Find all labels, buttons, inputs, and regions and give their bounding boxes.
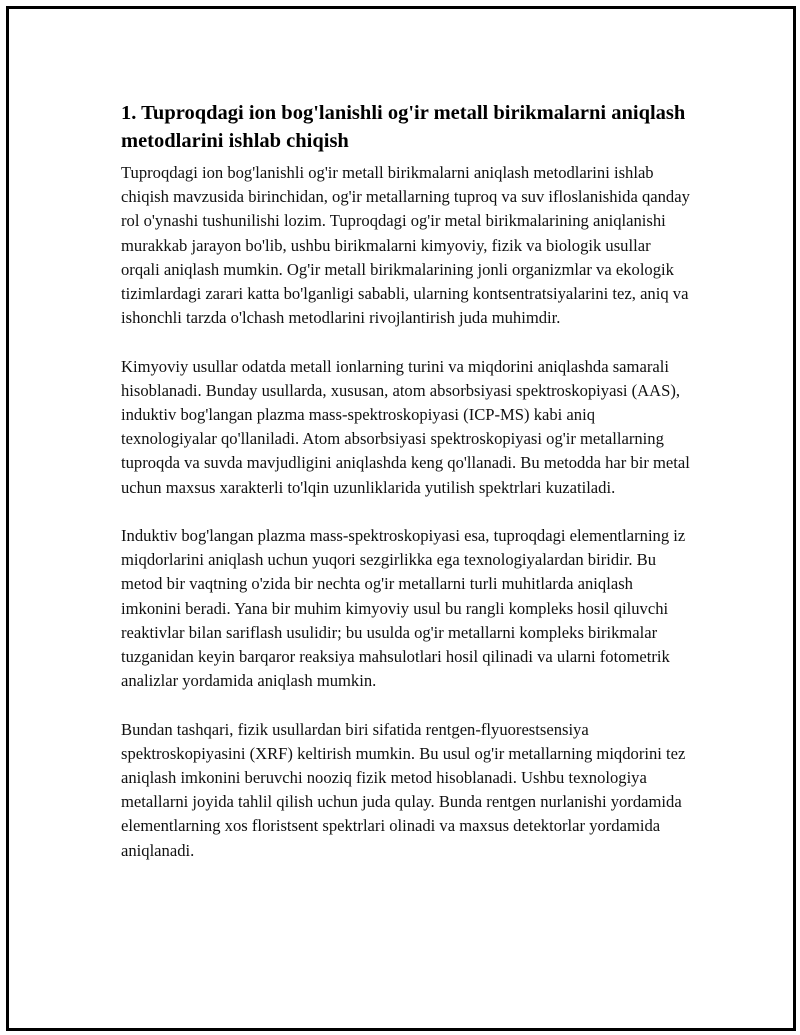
- paragraph-3: Induktiv bog'langan plazma mass-spektroskopiyasi esa, tuproqdagi elementlarning iz miqdorlarini aniqlash uchun yuqori sezgirlikka ega texnologiyalardan biridir. Bu metod bir vaqtning o'zida bir nechta og'ir metallarni turli muhitlarda aniqlash imkonini beradi. Yana bir muhim kimyoviy usul bu rangli kompleks hosil qiluvchi reaktivlar bilan sariflash usulidir; bu usulda og'ir metallarni kompleks birikmalar tuzganidan keyin barqaror reaksiya mahsulotlari hosil qilinadi va ularni fotometrik analizlar yordamida aniqlash mumkin.: [121, 526, 686, 691]
- page-frame: [6, 6, 796, 1031]
- paragraph-4: Bundan tashqari, fizik usullardan biri sifatida rentgen-flyuorestsensiya spektroskopiyasini (XRF) keltirish mumkin. Bu usul og'ir metallarning miqdorini tez aniqlash imkonini beruvchi nooziq fizik metod hisoblanadi. Ushbu texnologiya metallarni joyida tahlil qilish uchun juda qulay. Bunda rentgen nurlanishi yordamida elementlarning xos floristsent spektrlari olinadi va maxsus detektorlar yordamida aniqlanadi.: [121, 719, 686, 860]
- section-heading: 1. Tuproqdagi ion bog'lanishli og'ir metall birikmalarni aniqlash metodlarini ishlab chiqish: [121, 102, 686, 152]
- paragraph-1: Tuproqdagi ion bog'lanishli og'ir metall birikmalarni aniqlash metodlarini ishlab chiqish mavzusida birinchidan, og'ir metallarning tuproq va suv ifloslanishida qanday rol o'ynashi tushunilishi lozim. Tuproqdagi og'ir metal birikmalarining aniqlanishi murakkab jarayon bo'lib, ushbu birikmalarni kimyoviy, fizik va biologik usullar orqali aniqlash mumkin. Og'ir metall birikmalarining jonli organizmlar va ekologik tizimlardagi zarari katta bo'lganligi sababli, ularning kontsentratsiyalarini tez, aniq va ishonchli tarzda o'lchash metodlarini rivojlantirish juda muhimdir.: [121, 163, 690, 328]
- paragraph-2: Kimyoviy usullar odatda metall ionlarning turini va miqdorini aniqlashda samarali hisoblanadi. Bunday usullarda, xususan, atom absorbsiyasi spektroskopiyasi (AAS), induktiv bog'langan plazma mass-spektroskopiyasi (ICP-MS) kabi aniq texnologiyalar qo'llaniladi. Atom absorbsiyasi spektroskopiyasi og'ir metallarning tuproqda va suvda mavjudligini aniqlashda keng qo'llanadi. Bu metodda har bir metal uchun maxsus xarakterli to'lqin uzunliklarida yutilish spektrlari kuzatiladi.: [121, 356, 690, 497]
- document-body: [121, 99, 691, 887]
